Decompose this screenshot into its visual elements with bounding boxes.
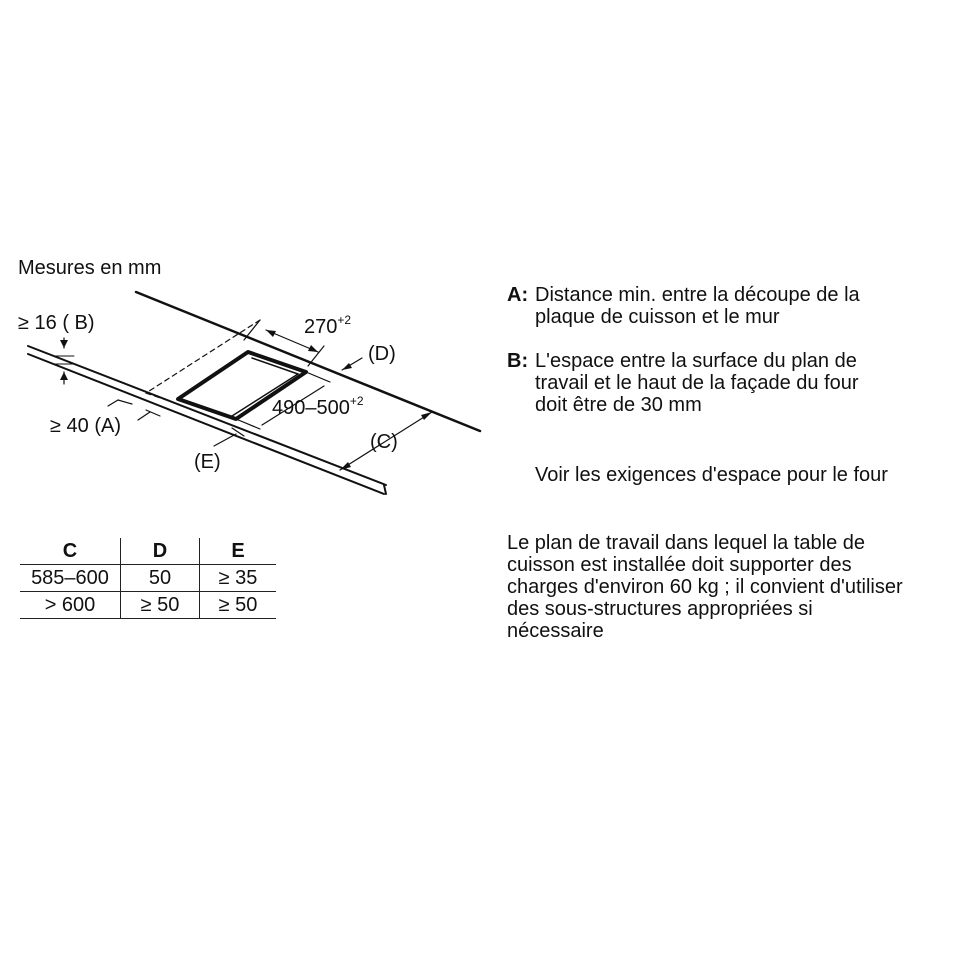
note-load-line: des sous-structures appropriées si xyxy=(507,598,813,620)
distance-table xyxy=(20,538,276,619)
units-caption: Mesures en mm xyxy=(18,257,162,279)
note-a xyxy=(507,284,860,328)
table-header: D xyxy=(121,538,200,565)
label-c: (C) xyxy=(370,431,398,453)
note-b xyxy=(507,350,859,416)
table-cell: 50 xyxy=(121,565,200,592)
label-width: $490-500^{+2}$ xyxy=(272,394,364,419)
note-a-line1: Distance min. entre la découpe de la xyxy=(535,284,860,306)
label-depth: $270^{+2}$ xyxy=(304,313,352,338)
table-cell: > 600 xyxy=(20,592,121,619)
note-b-key: B: xyxy=(507,350,529,372)
note-a-line2: plaque de cuisson et le mur xyxy=(535,306,780,328)
note-load-line: charges d'environ 60 kg ; il convient d'utiliser xyxy=(507,576,903,598)
note-load-line: nécessaire xyxy=(507,620,604,642)
table-cell: ≥ 50 xyxy=(121,592,200,619)
table-cell: 585–600 xyxy=(20,565,121,592)
table-row xyxy=(20,592,276,619)
table-cell: ≥ 35 xyxy=(200,565,277,592)
table-header: E xyxy=(200,538,277,565)
note-b-line3: doit être de 30 mm xyxy=(535,394,702,416)
note-oven: Voir les exigences d'espace pour le four xyxy=(535,464,888,486)
note-b-line1: L'espace entre la surface du plan de xyxy=(535,350,857,372)
note-a-key: A: xyxy=(507,284,529,306)
table-cell: ≥ 50 xyxy=(200,592,277,619)
label-b-gap: ≥ 16 ( B) xyxy=(18,312,95,334)
table-header: C xyxy=(62,539,78,562)
note-load-line: cuisson est installée doit supporter des xyxy=(507,554,852,576)
label-d: (D) xyxy=(368,343,396,365)
table-row xyxy=(20,565,276,592)
label-e: (E) xyxy=(194,451,221,473)
note-load xyxy=(507,532,903,642)
note-b-line2: travail et le haut de la façade du four xyxy=(535,372,859,394)
label-a-gap: ≥ 40 (A) xyxy=(50,415,121,437)
table-header-row xyxy=(20,538,276,565)
note-load-line: Le plan de travail dans lequel la table de xyxy=(507,532,866,554)
